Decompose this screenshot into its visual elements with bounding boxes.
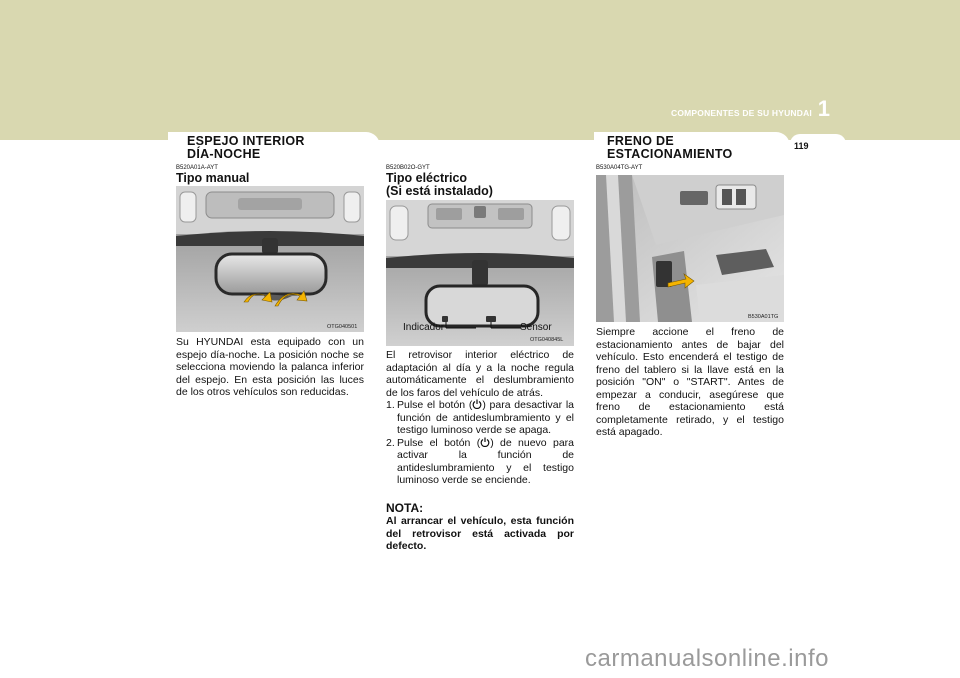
section-title-line: DÍA-NOCHE [187, 147, 261, 161]
step-2 [386, 437, 574, 487]
manual-description: Su HYUNDAI esta equipado con un espejo día-noche. La posición noche se selecciona moviendo la palanca inferior del espejo. En esta posición las luces de los otros vehículos son reducidas. [176, 336, 364, 398]
power-button-icon [472, 399, 482, 409]
parking-brake-description: Siempre accione el freno de estacionamiento antes de bajar del vehículo. Esto encenderá el testigo de freno del tablero si la llave está en la posición "ON" o "START". Antes de empezar a conducir, asegúrese que freno de estacionamiento está completamente retirado, y el testigo está apagado. [596, 326, 784, 438]
section-title-line: FRENO DE [607, 134, 674, 148]
mirror-manual-illustration [176, 186, 364, 332]
section-title-brake [607, 135, 733, 161]
step-text-b: ) para desactivar la función de antideslumbramiento y el testigo luminoso verde se apaga. [397, 399, 575, 436]
label-sensor: Sensor [520, 322, 552, 333]
note-text: Al arrancar el vehículo, esta función del retrovisor está activada por defecto. [386, 515, 574, 552]
figure-code: OTG040845L [530, 337, 564, 343]
section-title-line: ESTACIONAMIENTO [607, 147, 733, 161]
subheading-manual: Tipo manual [176, 171, 250, 185]
section-code: B530A04TG-AYT [596, 165, 643, 171]
parking-brake-illustration [596, 175, 784, 322]
figure-code: B530A01TG [748, 314, 779, 320]
section-title-line: ESPEJO INTERIOR [187, 134, 305, 148]
step-text-a: Pulse el botón ( [397, 436, 481, 449]
step-number: 1. [386, 399, 395, 411]
subheading-line: (Si está instalado) [386, 184, 493, 198]
chapter-number: 1 [817, 96, 830, 121]
watermark: carmanualsonline.info [585, 645, 829, 672]
note-title: NOTA: [386, 501, 424, 515]
section-code: B520A01A-AYT [176, 165, 218, 171]
mirror-manual-photo [176, 186, 364, 332]
step-1 [386, 399, 574, 437]
section-title-mirror [187, 135, 305, 161]
step-number: 2. [386, 436, 395, 449]
power-button-icon [480, 437, 490, 447]
subheading-line: Tipo eléctrico [386, 171, 468, 185]
step-text-b: ) de nuevo para activar la función de antideslumbramiento y el testigo luminoso verde se enciende. [397, 436, 574, 486]
label-indicator: Indicador [403, 322, 445, 333]
section-code: B520B02O-GYT [386, 165, 430, 171]
page-number: 119 [794, 141, 809, 151]
figure-code: OTG040501 [327, 324, 358, 330]
chapter-title: COMPONENTES DE SU HYUNDAI [670, 108, 812, 118]
header-band [0, 0, 960, 140]
steps-list [386, 399, 574, 487]
electric-intro: El retrovisor interior eléctrico de adaptación al día y a la noche regula automáticamente el deslumbramiento de los faros del vehículo de atrás. [386, 349, 574, 399]
parking-brake-photo [596, 175, 784, 322]
step-text-a: Pulse el botón ( [397, 399, 473, 411]
subheading-electric [386, 172, 493, 198]
